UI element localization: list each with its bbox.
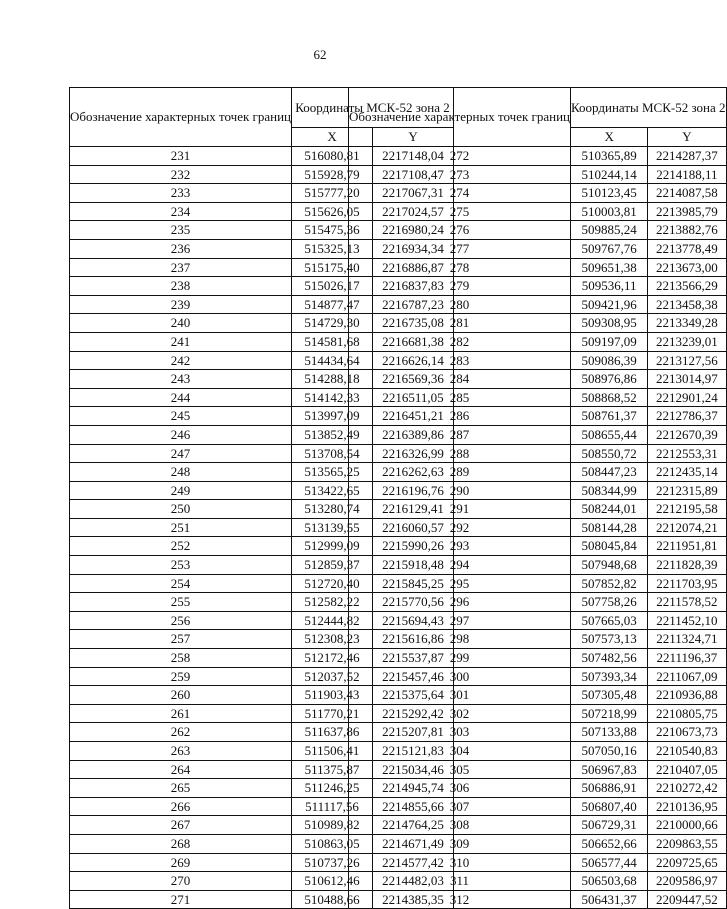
table-row bbox=[349, 797, 727, 816]
y-coordinate-cell: 2213458,38 bbox=[648, 295, 726, 314]
x-coordinate-cell: 512859,37 bbox=[292, 556, 373, 575]
y-coordinate-cell: 2210936,88 bbox=[648, 686, 726, 705]
point-number-cell: 275 bbox=[349, 202, 571, 221]
table-row bbox=[349, 723, 727, 742]
table-row bbox=[349, 872, 727, 891]
y-coordinate-cell: 2211067,09 bbox=[648, 667, 726, 686]
y-coordinate-cell: 2213349,28 bbox=[648, 314, 726, 333]
table-row bbox=[349, 351, 727, 370]
point-number-cell: 301 bbox=[349, 686, 571, 705]
x-coordinate-cell: 512720,40 bbox=[292, 574, 373, 593]
point-number-cell: 242 bbox=[70, 351, 292, 370]
x-coordinate-cell: 514288,18 bbox=[292, 370, 373, 389]
point-number-cell: 279 bbox=[349, 277, 571, 296]
point-number-cell: 252 bbox=[70, 537, 292, 556]
y-coordinate-cell: 2210136,95 bbox=[648, 797, 726, 816]
x-coordinate-cell: 508344,99 bbox=[571, 481, 648, 500]
point-number-cell: 290 bbox=[349, 481, 571, 500]
point-number-cell: 309 bbox=[349, 834, 571, 853]
x-coordinate-cell: 508447,23 bbox=[571, 463, 648, 482]
x-coordinate-cell: 508244,01 bbox=[571, 500, 648, 519]
x-coordinate-cell: 507305,48 bbox=[571, 686, 648, 705]
column-header-y: Y bbox=[373, 128, 454, 147]
point-number-cell: 296 bbox=[349, 593, 571, 612]
x-coordinate-cell: 515475,36 bbox=[292, 221, 373, 240]
y-coordinate-cell: 2215121,83 bbox=[373, 742, 454, 761]
point-number-cell: 310 bbox=[349, 853, 571, 872]
x-coordinate-cell: 515928,79 bbox=[292, 165, 373, 184]
y-coordinate-cell: 2215990,26 bbox=[373, 537, 454, 556]
point-number-cell: 281 bbox=[349, 314, 571, 333]
point-number-cell: 266 bbox=[70, 797, 292, 816]
table-row bbox=[349, 147, 727, 166]
y-coordinate-cell: 2212315,89 bbox=[648, 481, 726, 500]
y-coordinate-cell: 2212435,14 bbox=[648, 463, 726, 482]
y-coordinate-cell: 2213566,29 bbox=[648, 277, 726, 296]
y-coordinate-cell: 2216681,38 bbox=[373, 332, 454, 351]
table-row bbox=[349, 816, 727, 835]
x-coordinate-cell: 508976,86 bbox=[571, 370, 648, 389]
y-coordinate-cell: 2216934,34 bbox=[373, 239, 454, 258]
x-coordinate-cell: 514434,64 bbox=[292, 351, 373, 370]
y-coordinate-cell: 2216511,05 bbox=[373, 388, 454, 407]
y-coordinate-cell: 2209586,97 bbox=[648, 872, 726, 891]
y-coordinate-cell: 2216262,63 bbox=[373, 463, 454, 482]
point-number-cell: 269 bbox=[70, 853, 292, 872]
point-number-cell: 298 bbox=[349, 630, 571, 649]
x-coordinate-cell: 506431,37 bbox=[571, 890, 648, 909]
point-number-cell: 261 bbox=[70, 704, 292, 723]
x-coordinate-cell: 509536,11 bbox=[571, 277, 648, 296]
point-number-cell: 282 bbox=[349, 332, 571, 351]
y-coordinate-cell: 2217024,57 bbox=[373, 202, 454, 221]
table-row bbox=[349, 742, 727, 761]
y-coordinate-cell: 2211828,39 bbox=[648, 556, 726, 575]
y-coordinate-cell: 2214671,49 bbox=[373, 834, 454, 853]
y-coordinate-cell: 2211578,52 bbox=[648, 593, 726, 612]
y-coordinate-cell: 2217067,31 bbox=[373, 184, 454, 203]
table-row bbox=[349, 221, 727, 240]
y-coordinate-cell: 2213239,01 bbox=[648, 332, 726, 351]
x-coordinate-cell: 510123,45 bbox=[571, 184, 648, 203]
y-coordinate-cell: 2210272,42 bbox=[648, 779, 726, 798]
y-coordinate-cell: 2210407,05 bbox=[648, 760, 726, 779]
table-row bbox=[349, 853, 727, 872]
table-row bbox=[349, 202, 727, 221]
point-number-cell: 272 bbox=[349, 147, 571, 166]
y-coordinate-cell: 2216626,14 bbox=[373, 351, 454, 370]
point-number-cell: 276 bbox=[349, 221, 571, 240]
y-coordinate-cell: 2214855,66 bbox=[373, 797, 454, 816]
point-number-cell: 285 bbox=[349, 388, 571, 407]
y-coordinate-cell: 2216569,36 bbox=[373, 370, 454, 389]
table-row bbox=[349, 593, 727, 612]
x-coordinate-cell: 511246,25 bbox=[292, 779, 373, 798]
x-coordinate-cell: 510612,46 bbox=[292, 872, 373, 891]
point-number-cell: 308 bbox=[349, 816, 571, 835]
x-coordinate-cell: 509086,39 bbox=[571, 351, 648, 370]
table-row bbox=[349, 518, 727, 537]
x-coordinate-cell: 508045,84 bbox=[571, 537, 648, 556]
table-row bbox=[349, 667, 727, 686]
point-number-cell: 245 bbox=[70, 407, 292, 426]
y-coordinate-cell: 2210673,73 bbox=[648, 723, 726, 742]
x-coordinate-cell: 510863,05 bbox=[292, 834, 373, 853]
x-coordinate-cell: 508761,37 bbox=[571, 407, 648, 426]
x-coordinate-cell: 512172,46 bbox=[292, 649, 373, 668]
column-header-y: Y bbox=[648, 128, 726, 147]
y-coordinate-cell: 2212786,37 bbox=[648, 407, 726, 426]
point-number-cell: 260 bbox=[70, 686, 292, 705]
point-number-cell: 263 bbox=[70, 742, 292, 761]
column-header-coordinates: Координаты МСК-52 зона 2 bbox=[292, 88, 454, 128]
x-coordinate-cell: 515777,20 bbox=[292, 184, 373, 203]
x-coordinate-cell: 512037,52 bbox=[292, 667, 373, 686]
x-coordinate-cell: 506652,66 bbox=[571, 834, 648, 853]
point-number-cell: 307 bbox=[349, 797, 571, 816]
y-coordinate-cell: 2215845,25 bbox=[373, 574, 454, 593]
x-coordinate-cell: 513280,74 bbox=[292, 500, 373, 519]
table-row bbox=[349, 444, 727, 463]
x-coordinate-cell: 510003,81 bbox=[571, 202, 648, 221]
point-number-cell: 268 bbox=[70, 834, 292, 853]
table-row bbox=[349, 463, 727, 482]
table-row bbox=[349, 277, 727, 296]
point-number-cell: 233 bbox=[70, 184, 292, 203]
x-coordinate-cell: 516080,81 bbox=[292, 147, 373, 166]
point-number-cell: 295 bbox=[349, 574, 571, 593]
y-coordinate-cell: 2211324,71 bbox=[648, 630, 726, 649]
table-row bbox=[349, 779, 727, 798]
y-coordinate-cell: 2214188,11 bbox=[648, 165, 726, 184]
point-number-cell: 253 bbox=[70, 556, 292, 575]
point-number-cell: 231 bbox=[70, 147, 292, 166]
y-coordinate-cell: 2213882,76 bbox=[648, 221, 726, 240]
point-number-cell: 270 bbox=[70, 872, 292, 891]
x-coordinate-cell: 512444,82 bbox=[292, 611, 373, 630]
x-coordinate-cell: 507393,34 bbox=[571, 667, 648, 686]
x-coordinate-cell: 510365,89 bbox=[571, 147, 648, 166]
y-coordinate-cell: 2216787,23 bbox=[373, 295, 454, 314]
point-number-cell: 274 bbox=[349, 184, 571, 203]
x-coordinate-cell: 512999,09 bbox=[292, 537, 373, 556]
x-coordinate-cell: 514581,68 bbox=[292, 332, 373, 351]
point-number-cell: 299 bbox=[349, 649, 571, 668]
y-coordinate-cell: 2216196,76 bbox=[373, 481, 454, 500]
y-coordinate-cell: 2214087,58 bbox=[648, 184, 726, 203]
point-number-cell: 251 bbox=[70, 518, 292, 537]
point-number-cell: 246 bbox=[70, 425, 292, 444]
y-coordinate-cell: 2211951,81 bbox=[648, 537, 726, 556]
x-coordinate-cell: 509308,95 bbox=[571, 314, 648, 333]
x-coordinate-cell: 507665,03 bbox=[571, 611, 648, 630]
x-coordinate-cell: 509421,96 bbox=[571, 295, 648, 314]
point-number-cell: 287 bbox=[349, 425, 571, 444]
point-number-cell: 280 bbox=[349, 295, 571, 314]
y-coordinate-cell: 2209725,65 bbox=[648, 853, 726, 872]
x-coordinate-cell: 507218,99 bbox=[571, 704, 648, 723]
table-row bbox=[349, 611, 727, 630]
x-coordinate-cell: 508144,28 bbox=[571, 518, 648, 537]
x-coordinate-cell: 506807,40 bbox=[571, 797, 648, 816]
y-coordinate-cell: 2216451,21 bbox=[373, 407, 454, 426]
x-coordinate-cell: 510737,26 bbox=[292, 853, 373, 872]
point-number-cell: 278 bbox=[349, 258, 571, 277]
point-number-cell: 311 bbox=[349, 872, 571, 891]
x-coordinate-cell: 507133,88 bbox=[571, 723, 648, 742]
point-number-cell: 293 bbox=[349, 537, 571, 556]
point-number-cell: 240 bbox=[70, 314, 292, 333]
x-coordinate-cell: 511770,21 bbox=[292, 704, 373, 723]
point-number-cell: 267 bbox=[70, 816, 292, 835]
table-row bbox=[349, 500, 727, 519]
table-row bbox=[349, 704, 727, 723]
y-coordinate-cell: 2212074,21 bbox=[648, 518, 726, 537]
point-number-cell: 259 bbox=[70, 667, 292, 686]
x-coordinate-cell: 510989,82 bbox=[292, 816, 373, 835]
x-coordinate-cell: 511117,56 bbox=[292, 797, 373, 816]
x-coordinate-cell: 507482,56 bbox=[571, 649, 648, 668]
y-coordinate-cell: 2217148,04 bbox=[373, 147, 454, 166]
y-coordinate-cell: 2213673,00 bbox=[648, 258, 726, 277]
table-row bbox=[349, 239, 727, 258]
point-number-cell: 256 bbox=[70, 611, 292, 630]
y-coordinate-cell: 2215207,81 bbox=[373, 723, 454, 742]
y-coordinate-cell: 2215694,43 bbox=[373, 611, 454, 630]
column-header-x: X bbox=[292, 128, 373, 147]
point-number-cell: 264 bbox=[70, 760, 292, 779]
y-coordinate-cell: 2211452,10 bbox=[648, 611, 726, 630]
x-coordinate-cell: 515026,17 bbox=[292, 277, 373, 296]
y-coordinate-cell: 2215616,86 bbox=[373, 630, 454, 649]
x-coordinate-cell: 508550,72 bbox=[571, 444, 648, 463]
x-coordinate-cell: 511637,86 bbox=[292, 723, 373, 742]
point-number-cell: 262 bbox=[70, 723, 292, 742]
point-number-cell: 304 bbox=[349, 742, 571, 761]
x-coordinate-cell: 507852,82 bbox=[571, 574, 648, 593]
y-coordinate-cell: 2211196,37 bbox=[648, 649, 726, 668]
x-coordinate-cell: 515626,05 bbox=[292, 202, 373, 221]
table-row bbox=[349, 890, 727, 909]
point-number-cell: 306 bbox=[349, 779, 571, 798]
y-coordinate-cell: 2216735,08 bbox=[373, 314, 454, 333]
x-coordinate-cell: 507948,68 bbox=[571, 556, 648, 575]
y-coordinate-cell: 2216060,57 bbox=[373, 518, 454, 537]
x-coordinate-cell: 508655,44 bbox=[571, 425, 648, 444]
x-coordinate-cell: 511506,41 bbox=[292, 742, 373, 761]
y-coordinate-cell: 2214287,37 bbox=[648, 147, 726, 166]
point-number-cell: 303 bbox=[349, 723, 571, 742]
x-coordinate-cell: 509885,24 bbox=[571, 221, 648, 240]
x-coordinate-cell: 513565,25 bbox=[292, 463, 373, 482]
x-coordinate-cell: 506577,44 bbox=[571, 853, 648, 872]
y-coordinate-cell: 2216129,41 bbox=[373, 500, 454, 519]
x-coordinate-cell: 515175,40 bbox=[292, 258, 373, 277]
point-number-cell: 305 bbox=[349, 760, 571, 779]
y-coordinate-cell: 2213985,79 bbox=[648, 202, 726, 221]
table-row bbox=[349, 184, 727, 203]
table-row bbox=[349, 556, 727, 575]
column-header-point-label: Обозначение характерных точек границ bbox=[70, 88, 292, 147]
y-coordinate-cell: 2214385,35 bbox=[373, 890, 454, 909]
table-row bbox=[349, 407, 727, 426]
y-coordinate-cell: 2215375,64 bbox=[373, 686, 454, 705]
point-number-cell: 247 bbox=[70, 444, 292, 463]
point-number-cell: 241 bbox=[70, 332, 292, 351]
y-coordinate-cell: 2215918,48 bbox=[373, 556, 454, 575]
table-row bbox=[349, 686, 727, 705]
x-coordinate-cell: 506967,83 bbox=[571, 760, 648, 779]
y-coordinate-cell: 2213127,56 bbox=[648, 351, 726, 370]
x-coordinate-cell: 507573,13 bbox=[571, 630, 648, 649]
table-row bbox=[349, 481, 727, 500]
point-number-cell: 300 bbox=[349, 667, 571, 686]
y-coordinate-cell: 2210540,83 bbox=[648, 742, 726, 761]
point-number-cell: 248 bbox=[70, 463, 292, 482]
table-row bbox=[349, 425, 727, 444]
y-coordinate-cell: 2209447,52 bbox=[648, 890, 726, 909]
column-header-point-label: Обозначение характерных точек границ bbox=[349, 88, 571, 147]
y-coordinate-cell: 2210000,66 bbox=[648, 816, 726, 835]
y-coordinate-cell: 2213778,49 bbox=[648, 239, 726, 258]
table-body bbox=[349, 147, 727, 909]
point-number-cell: 283 bbox=[349, 351, 571, 370]
y-coordinate-cell: 2215770,56 bbox=[373, 593, 454, 612]
x-coordinate-cell: 507758,26 bbox=[571, 593, 648, 612]
point-number-cell: 257 bbox=[70, 630, 292, 649]
point-number-cell: 284 bbox=[349, 370, 571, 389]
point-number-cell: 288 bbox=[349, 444, 571, 463]
y-coordinate-cell: 2215457,46 bbox=[373, 667, 454, 686]
table-row bbox=[349, 388, 727, 407]
x-coordinate-cell: 513139,55 bbox=[292, 518, 373, 537]
y-coordinate-cell: 2211703,95 bbox=[648, 574, 726, 593]
table-row bbox=[349, 834, 727, 853]
point-number-cell: 254 bbox=[70, 574, 292, 593]
x-coordinate-cell: 508868,52 bbox=[571, 388, 648, 407]
column-header-coordinates: Координаты МСК-52 зона 2 bbox=[571, 88, 727, 128]
point-number-cell: 292 bbox=[349, 518, 571, 537]
point-number-cell: 291 bbox=[349, 500, 571, 519]
x-coordinate-cell: 511375,87 bbox=[292, 760, 373, 779]
table-row bbox=[349, 165, 727, 184]
y-coordinate-cell: 2214945,74 bbox=[373, 779, 454, 798]
y-coordinate-cell: 2216326,99 bbox=[373, 444, 454, 463]
x-coordinate-cell: 514142,33 bbox=[292, 388, 373, 407]
x-coordinate-cell: 506729,31 bbox=[571, 816, 648, 835]
x-coordinate-cell: 514877,47 bbox=[292, 295, 373, 314]
y-coordinate-cell: 2216837,83 bbox=[373, 277, 454, 296]
x-coordinate-cell: 513852,49 bbox=[292, 425, 373, 444]
point-number-cell: 302 bbox=[349, 704, 571, 723]
x-coordinate-cell: 510244,14 bbox=[571, 165, 648, 184]
x-coordinate-cell: 506886,91 bbox=[571, 779, 648, 798]
x-coordinate-cell: 510488,66 bbox=[292, 890, 373, 909]
table-row bbox=[349, 258, 727, 277]
y-coordinate-cell: 2215034,46 bbox=[373, 760, 454, 779]
y-coordinate-cell: 2215537,87 bbox=[373, 649, 454, 668]
point-number-cell: 238 bbox=[70, 277, 292, 296]
table-row bbox=[349, 630, 727, 649]
x-coordinate-cell: 511903,43 bbox=[292, 686, 373, 705]
point-number-cell: 249 bbox=[70, 481, 292, 500]
y-coordinate-cell: 2212553,31 bbox=[648, 444, 726, 463]
y-coordinate-cell: 2213014,97 bbox=[648, 370, 726, 389]
point-number-cell: 265 bbox=[70, 779, 292, 798]
point-number-cell: 271 bbox=[70, 890, 292, 909]
x-coordinate-cell: 509651,38 bbox=[571, 258, 648, 277]
point-number-cell: 297 bbox=[349, 611, 571, 630]
table-row bbox=[349, 537, 727, 556]
point-number-cell: 273 bbox=[349, 165, 571, 184]
y-coordinate-cell: 2212195,58 bbox=[648, 500, 726, 519]
point-number-cell: 258 bbox=[70, 649, 292, 668]
y-coordinate-cell: 2216389,86 bbox=[373, 425, 454, 444]
x-coordinate-cell: 506503,68 bbox=[571, 872, 648, 891]
point-number-cell: 236 bbox=[70, 239, 292, 258]
column-header-x: X bbox=[571, 128, 648, 147]
point-number-cell: 255 bbox=[70, 593, 292, 612]
point-number-cell: 234 bbox=[70, 202, 292, 221]
x-coordinate-cell: 515325,13 bbox=[292, 239, 373, 258]
y-coordinate-cell: 2216980,24 bbox=[373, 221, 454, 240]
y-coordinate-cell: 2214764,25 bbox=[373, 816, 454, 835]
y-coordinate-cell: 2210805,75 bbox=[648, 704, 726, 723]
point-number-cell: 237 bbox=[70, 258, 292, 277]
x-coordinate-cell: 509197,09 bbox=[571, 332, 648, 351]
y-coordinate-cell: 2209863,55 bbox=[648, 834, 726, 853]
x-coordinate-cell: 513422,65 bbox=[292, 481, 373, 500]
y-coordinate-cell: 2216886,87 bbox=[373, 258, 454, 277]
point-number-cell: 294 bbox=[349, 556, 571, 575]
x-coordinate-cell: 507050,16 bbox=[571, 742, 648, 761]
table-row bbox=[349, 332, 727, 351]
point-number-cell: 235 bbox=[70, 221, 292, 240]
y-coordinate-cell: 2215292,42 bbox=[373, 704, 454, 723]
y-coordinate-cell: 2214577,42 bbox=[373, 853, 454, 872]
y-coordinate-cell: 2217108,47 bbox=[373, 165, 454, 184]
table-row bbox=[349, 314, 727, 333]
y-coordinate-cell: 2212901,24 bbox=[648, 388, 726, 407]
point-number-cell: 243 bbox=[70, 370, 292, 389]
table-row bbox=[349, 760, 727, 779]
table-row bbox=[349, 370, 727, 389]
coordinates-table-right bbox=[348, 87, 727, 909]
x-coordinate-cell: 512308,23 bbox=[292, 630, 373, 649]
y-coordinate-cell: 2212670,39 bbox=[648, 425, 726, 444]
point-number-cell: 232 bbox=[70, 165, 292, 184]
x-coordinate-cell: 513708,54 bbox=[292, 444, 373, 463]
table-row bbox=[349, 649, 727, 668]
point-number-cell: 250 bbox=[70, 500, 292, 519]
y-coordinate-cell: 2214482,03 bbox=[373, 872, 454, 891]
page-number: 62 bbox=[313, 47, 327, 62]
x-coordinate-cell: 514729,30 bbox=[292, 314, 373, 333]
point-number-cell: 289 bbox=[349, 463, 571, 482]
x-coordinate-cell: 513997,09 bbox=[292, 407, 373, 426]
x-coordinate-cell: 509767,76 bbox=[571, 239, 648, 258]
table-row bbox=[349, 295, 727, 314]
point-number-cell: 312 bbox=[349, 890, 571, 909]
point-number-cell: 277 bbox=[349, 239, 571, 258]
x-coordinate-cell: 512582,22 bbox=[292, 593, 373, 612]
point-number-cell: 239 bbox=[70, 295, 292, 314]
table-row bbox=[349, 574, 727, 593]
point-number-cell: 286 bbox=[349, 407, 571, 426]
point-number-cell: 244 bbox=[70, 388, 292, 407]
